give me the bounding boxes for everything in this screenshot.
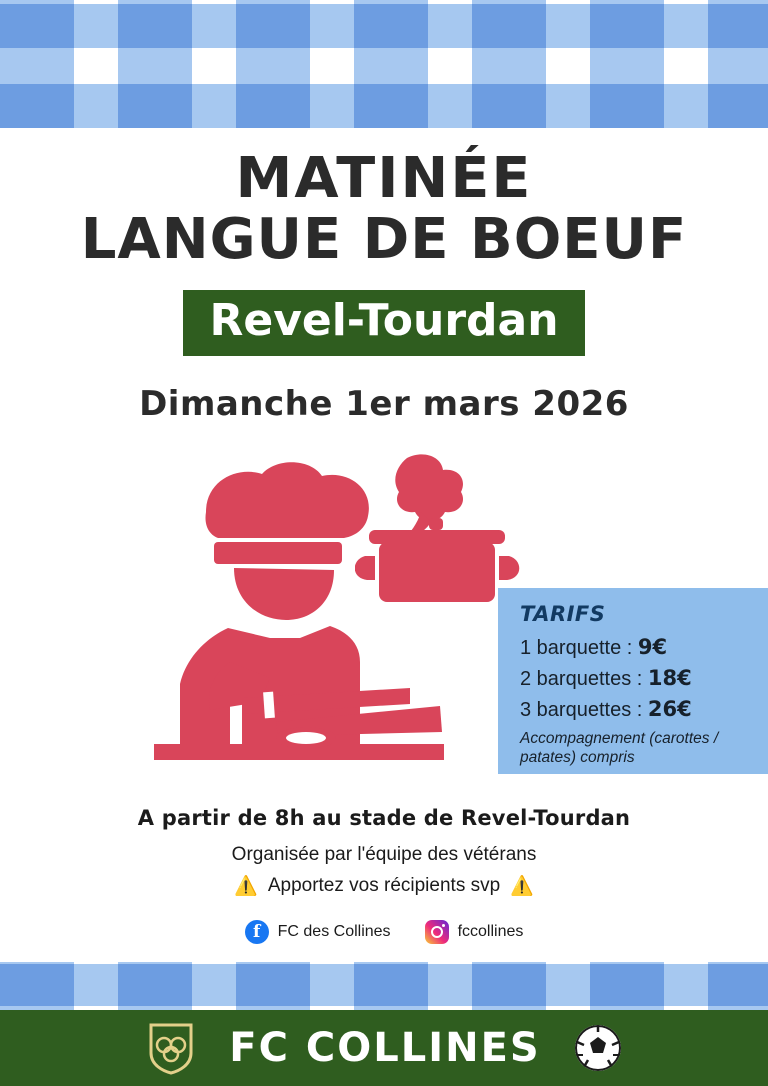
facebook-label: FC des Collines xyxy=(277,923,391,940)
gingham-pattern-top xyxy=(0,0,768,128)
organizer-line: Organisée par l'équipe des vétérans xyxy=(231,844,537,865)
soccer-ball-icon xyxy=(575,1025,621,1071)
pricing-row xyxy=(520,663,752,694)
pricing-row xyxy=(520,694,752,725)
venue-time-line: A partir de 8h au stade de Revel-Tourdan xyxy=(137,806,631,830)
instagram-label: fccollines xyxy=(457,923,524,940)
social-links xyxy=(0,920,768,944)
facebook-link[interactable] xyxy=(245,920,391,944)
pricing-heading: TARIFS xyxy=(520,602,606,626)
pricing-row-price: 26€ xyxy=(647,697,692,721)
pricing-row-price: 18€ xyxy=(647,666,692,690)
pricing-row-label: 3 barquettes : xyxy=(520,699,648,721)
event-date: Dimanche 1er mars 2026 xyxy=(139,383,629,424)
location-highlight: Revel-Tourdan xyxy=(183,290,584,356)
pricing-row xyxy=(520,632,752,663)
footer-bar xyxy=(0,1010,768,1086)
pricing-row-label: 1 barquette : xyxy=(520,637,638,659)
pricing-note: Accompagnement (carottes / patates) compris xyxy=(520,730,719,767)
gingham-pattern-bottom xyxy=(0,962,768,1010)
page-title: MATINÉE xyxy=(235,146,533,211)
warning-line xyxy=(0,874,768,898)
title-block xyxy=(0,148,768,424)
page-subtitle: LANGUE DE BOEUF xyxy=(80,206,688,272)
pricing-row-label: 2 barquettes : xyxy=(520,668,648,690)
warning-icon-right: ⚠️ xyxy=(510,876,534,897)
pricing-box xyxy=(498,588,768,774)
warning-icon-left: ⚠️ xyxy=(234,876,258,897)
facebook-icon: f xyxy=(245,920,269,944)
instagram-icon xyxy=(425,920,449,944)
club-name: FC COLLINES xyxy=(229,1025,541,1071)
instagram-link[interactable] xyxy=(425,920,524,944)
pricing-row-price: 9€ xyxy=(637,635,668,659)
warning-text: Apportez vos récipients svp xyxy=(267,875,501,896)
club-crest-icon xyxy=(147,1021,195,1075)
location-highlight-wrap xyxy=(0,290,768,356)
info-block xyxy=(0,806,768,898)
